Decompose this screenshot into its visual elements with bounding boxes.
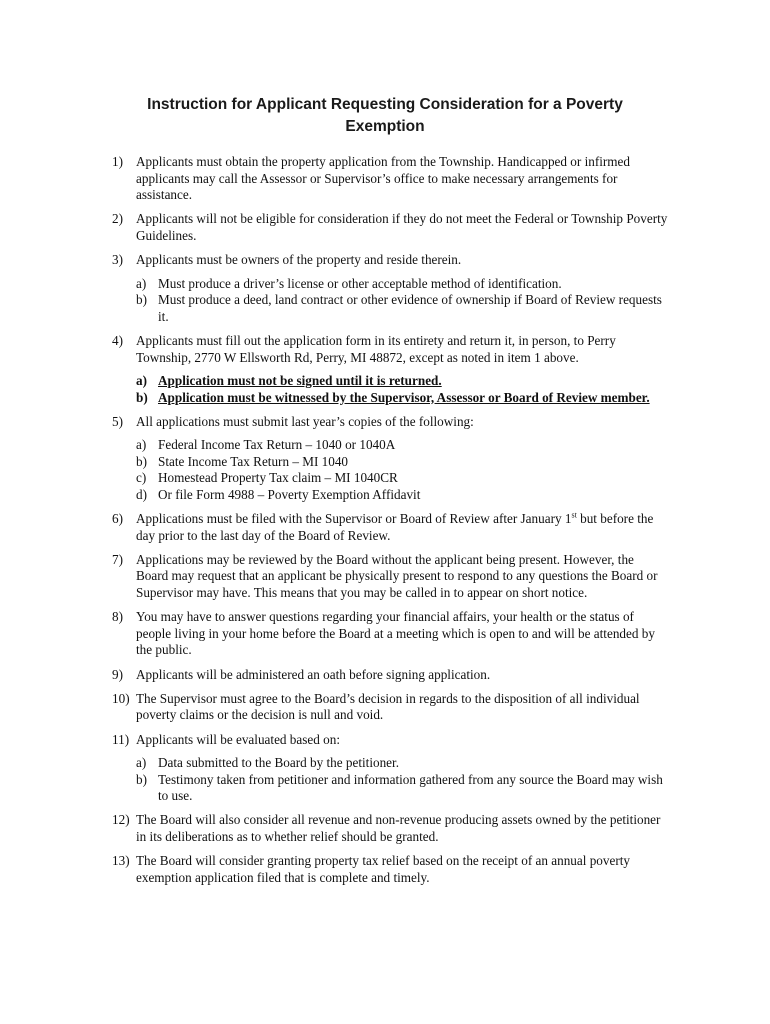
sub-item-text: Application must not be signed until it is returned. [158,372,442,388]
list-item [112,552,668,602]
item-number: 3) [112,252,123,268]
sub-item-letter: a) [136,275,147,291]
item-text: You may have to answer questions regarding your financial affairs, your health or the status of people living in your home before the Board at a meeting which is open to and will be attended by the public. [136,609,655,658]
item-number: 8) [112,609,123,625]
list-item [112,333,668,406]
sub-item-text: Homestead Property Tax claim – MI 1040CR [158,470,398,486]
document-title: Instruction for Applicant Requesting Consideration for a Poverty Exemption [147,96,623,135]
list-item [112,609,668,659]
item-text: The Board will consider granting property tax relief based on the receipt of an annual poverty exemption application filed that is complete and timely. [136,853,630,885]
list-item [112,211,668,244]
item-text: The Supervisor must agree to the Board’s decision in regards to the disposition of all individual poverty claims or the decision is null and void. [136,690,640,723]
item-number: 12) [112,812,130,828]
sub-item-letter: b) [136,771,147,787]
sub-item [136,470,668,487]
sub-item-letter: a) [136,437,147,453]
item-text-part-1: Applications must be filed with the Supervisor or Board of Review after January 1 [136,511,572,527]
list-item [112,853,668,886]
sub-item-text: Testimony taken from petitioner and information gathered from any source the Board may wish to use. [158,771,663,804]
item-text: The Board will also consider all revenue and non-revenue producing assets owned by the petitioner in its deliberations as to whether relief should be granted. [136,812,661,844]
sub-item-letter: a) [136,754,147,770]
item-number: 1) [112,154,123,169]
item-number: 6) [112,511,123,527]
sub-item-text: Must produce a driver’s license or other acceptable method of identification. [158,275,562,291]
sub-item-letter: b) [136,292,147,308]
list-item [112,691,668,724]
list-item [112,414,668,504]
sub-list [136,437,668,503]
sub-list [136,373,668,406]
item-number: 11) [112,731,130,747]
sub-item [136,373,668,390]
item-text-part-2: but before the day prior to the last day of the Board of Review. [136,511,654,543]
item-number: 10) [112,690,130,706]
list-item [112,154,668,204]
list-item [112,732,668,805]
sub-list [136,755,668,805]
sub-item [136,772,668,805]
sub-list [136,276,668,326]
item-text: Applicants must be owners of the property and reside therein. [136,252,462,268]
sub-item-text: Data submitted to the Board by the petitioner. [158,754,399,770]
instruction-list [112,154,668,894]
item-text: Applicants must fill out the application form in its entirety and return it, in person, to Perry Township, 2770 W Ellsworth Rd, Perry, MI 48872, except as noted in item 1 above. [136,332,616,365]
list-item [112,812,668,845]
sub-item-text: Must produce a deed, land contract or other evidence of ownership if Board of Review requests it. [158,292,662,324]
sub-item-text: State Income Tax Return – MI 1040 [158,453,349,469]
list-item [112,667,668,684]
sub-item-text: Or file Form 4988 – Poverty Exemption Affidavit [158,486,421,502]
item-number: 5) [112,413,123,429]
list-item [112,511,668,544]
sub-item [136,390,668,407]
item-text: Applicants will not be eligible for consideration if they do not meet the Federal or Township Poverty Guidelines. [136,211,668,243]
sub-item [136,454,668,471]
sub-item-letter: d) [136,486,147,502]
sub-item [136,437,668,454]
sub-item-text: Application must be witnessed by the Supervisor, Assessor or Board of Review member. [158,389,650,405]
sub-item [136,487,668,504]
item-number: 2) [112,211,123,227]
sub-item-letter: c) [136,470,147,486]
sub-item-letter: b) [136,389,148,405]
item-text: Applicants will be evaluated based on: [136,731,340,747]
sub-item-letter: a) [136,372,147,388]
item-text: Applicants will be administered an oath before signing application. [136,666,491,682]
sub-item-letter: b) [136,453,147,469]
sub-item [136,292,668,325]
sub-item [136,276,668,293]
item-text: Applicants must obtain the property application from the Township. Handicapped or infirmed applicants may call the Assessor or Supervisor’s office to make necessary arrangements for assistance. [136,154,630,203]
list-item [112,252,668,325]
ordinal-suffix: st [571,510,577,520]
item-number: 7) [112,551,123,567]
sub-item-text: Federal Income Tax Return – 1040 or 1040A [158,437,396,453]
item-text: All applications must submit last year’s copies of the following: [136,413,474,429]
item-number: 9) [112,666,123,682]
item-text: Applications may be reviewed by the Board without the applicant being present. However, the Board may request that an applicant be physically present to respond to any questions the Board or Supervisor may have. This means that you may be called in to appear on short notice. [136,551,658,601]
item-number: 4) [112,332,123,348]
item-number: 13) [112,853,130,869]
sub-item [136,755,668,772]
